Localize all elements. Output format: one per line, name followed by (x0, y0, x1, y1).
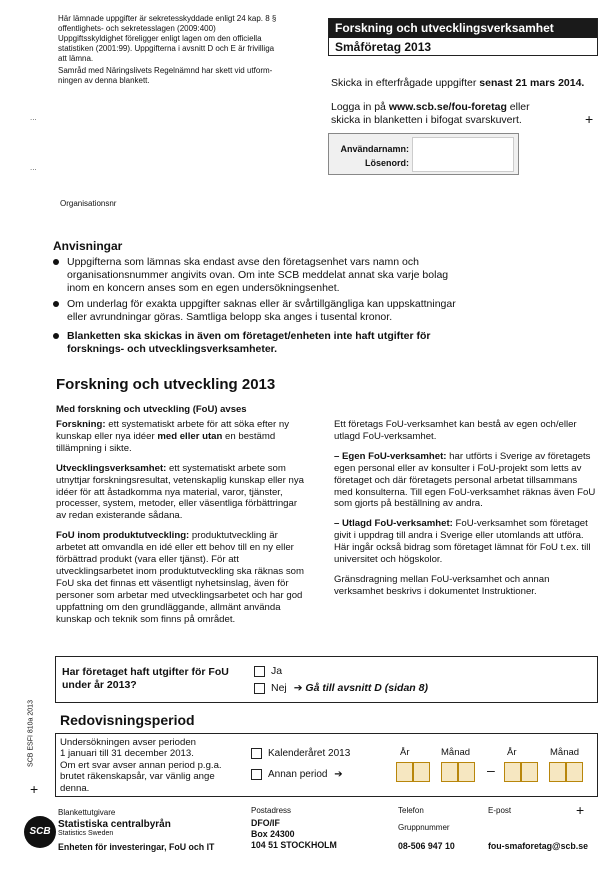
notice-line: att lämna. (58, 54, 94, 63)
address-line: Box 24300 (251, 829, 295, 839)
nej-checkbox[interactable] (254, 683, 265, 694)
desc-line: 1 januari till 31 december 2013. (60, 748, 194, 760)
dots-marker: ... (30, 163, 37, 172)
login-line2: skicka in blanketten i bifogat svarskuvert. (331, 114, 522, 126)
bullet-icon (53, 333, 59, 339)
login-url-link[interactable]: www.scb.se/fou-foretag (388, 101, 507, 113)
question-line: under år 2013? (62, 679, 137, 691)
bullet-line: eller avrundningar göras. Samtliga belopp ska anges i tusental kronor. (67, 311, 393, 323)
def-text: ett systematiskt arbete för att söka efter ny kunskap eller nya idéer (56, 419, 290, 442)
term: – Egen FoU-verksamhet: (334, 450, 447, 462)
phone-label: Telefon (398, 806, 424, 815)
confidentiality-notice (58, 14, 318, 86)
instruction-bullet (53, 298, 483, 324)
desc-line: Om ert svar avser annan period p.g.a. (60, 759, 222, 771)
term: FoU inom produktutveckling: (56, 530, 190, 542)
notice-line: Här lämnade uppgifter är sekretesskyddade enligt 24 kap. 8 § (58, 14, 277, 23)
org-name: Statistiska centralbyrån (58, 819, 171, 830)
group-number-label: Gruppnummer (398, 823, 450, 832)
end-year-input[interactable] (504, 762, 538, 787)
month-label: Månad (550, 747, 580, 758)
end-month-input[interactable] (549, 762, 583, 787)
rd-question-text (62, 666, 229, 692)
plus-mark: + (585, 111, 594, 127)
login-info (331, 101, 594, 127)
address-line: DFO/IF (251, 818, 280, 828)
def-text: har utförts i Sverige av företagets egen personal eller av konsulter i FoU-projekt som letts av företaget och där företagets personal arbetat tillsammans med konsulterna. Till egen FoU-verksamhet räknas även FoU som gjorts på beställning av andra. (334, 450, 596, 510)
question-line: Har företaget haft utgifter för FoU (62, 666, 229, 678)
other-period-checkbox[interactable] (251, 769, 262, 780)
period-heading: Redovisningsperiod (60, 712, 195, 728)
deadline-date: senast 21 mars 2014. (479, 77, 585, 89)
org-number-label: Organisationsnr (60, 199, 117, 208)
term: Utvecklingsverksamhet: (56, 462, 167, 474)
unit-name: Enheten för investeringar, FoU och IT (58, 842, 215, 852)
address-line: 104 51 STOCKHOLM (251, 840, 337, 850)
form-subtitle: Småföretag 2013 (335, 40, 432, 54)
period-description (60, 737, 222, 794)
form-header (328, 18, 598, 56)
form-title: Forskning och utvecklingsverksamhet (329, 19, 597, 38)
calendar-year-checkbox[interactable] (251, 748, 262, 759)
left-column (56, 419, 306, 634)
email-label: E-post (488, 806, 512, 815)
login-prefix: Logga in på (331, 101, 389, 113)
term: – Utlagd FoU-verksamhet: (334, 518, 453, 530)
rd-question-box (55, 656, 598, 703)
section-intro: Med forskning och utveckling (FoU) avses (56, 404, 247, 415)
year-label: År (507, 747, 517, 758)
option-nej[interactable] (254, 682, 428, 694)
def-bold: med eller utan (157, 430, 223, 442)
notice-line: Samråd med Näringslivets Regelnämnd har skett vid utform- (58, 66, 273, 75)
arrow-right-icon: ➔ (293, 682, 303, 694)
ja-checkbox[interactable] (254, 666, 265, 677)
notice-line: ningen av denna blankett. (58, 76, 150, 85)
deadline-prefix: Skicka in efterfrågade uppgifter (331, 77, 480, 89)
goto-instruction: Gå till avsnitt D (sidan 8) (305, 682, 428, 694)
postal-label: Postadress (251, 806, 292, 815)
section-title: Forskning och utveckling 2013 (56, 376, 276, 393)
boundary-text: Gränsdragning mellan FoU-verksamhet och annan verksamhet beskrivs i dokumentet Instruktioner. (334, 573, 550, 597)
publisher-label: Blankettutgivare (58, 808, 116, 817)
month-label: Månad (441, 747, 471, 758)
phone-number: 08-506 947 10 (398, 841, 455, 851)
credentials-field[interactable] (412, 137, 514, 172)
plus-mark: + (30, 781, 39, 797)
bullet-icon (53, 259, 59, 265)
period-dash: – (487, 762, 495, 778)
start-year-input[interactable] (396, 762, 430, 787)
deadline-text (331, 77, 601, 90)
plus-mark: + (576, 802, 585, 818)
desc-line: brutet räkenskapsår, var vänlig ange (60, 771, 215, 783)
option-calendar-year[interactable] (251, 748, 350, 759)
form-code: SCB ESFI 810a 2013 (27, 700, 35, 767)
bullet-line: Uppgifterna som lämnas ska endast avse den företagsenhet vars namn och (67, 256, 419, 268)
def-text: FoU-verksamhet som företaget givit i uppdrag till andra i Sverige eller utomlands att utföra. Här ingår också bidrag som företaget lämnat för FoU t.ex. till universitet och högskolor. (334, 518, 591, 566)
dots-marker: ... (30, 113, 37, 122)
login-box (328, 133, 519, 175)
username-label: Användarnamn: (340, 144, 409, 154)
option-ja[interactable] (254, 665, 282, 677)
bullet-line: inom en koncern anses som en egen undersökningsenhet. (67, 282, 340, 294)
def-text: produktutveckling är arbetet att omvandla en idé eller ett behov till en ny eller förbättrad produkt (vara eller tjänst). För att utvecklingsarbetet inom produktutveckling ska räknas som FoU ska det finnas ett väsentligt nyhetsinslag, även för personer som arbetar med utvecklingsarbetet och har god uppfattning om den grundläggande, allmänt använda kunskap och teknik som finns på området. (56, 530, 304, 625)
email-link[interactable]: fou-smaforetag@scb.se (488, 841, 588, 851)
ja-label: Ja (271, 665, 283, 677)
definition-outsourced-rd (334, 518, 596, 566)
def-text: en bestämd tillämpning i sikte. (56, 430, 276, 454)
bullet-line: forsknings- och utvecklingsverksamheter. (67, 343, 278, 355)
bullet-line: Om underlag för exakta uppgifter saknas eller är svårtillgängliga kan uppskattningar (67, 298, 456, 310)
bullet-icon (53, 301, 59, 307)
notice-line: offentlighets- och sekretesslagen (2009:400) (58, 24, 216, 33)
desc-line: Undersökningen avser perioden (60, 737, 196, 748)
login-suffix: eller (506, 101, 530, 113)
definition-development (56, 463, 306, 523)
definition-product-dev (56, 530, 306, 625)
option-other-period[interactable] (251, 769, 343, 780)
arrow-right-icon: ➔ (334, 769, 343, 781)
nej-label: Nej (271, 682, 287, 694)
right-column (334, 419, 596, 606)
org-name-en: Statistics Sweden (58, 830, 114, 837)
notice-line: statistiken (2001:99). Uppgifterna i avsnitt D och E är frivilliga (58, 44, 275, 53)
start-month-input[interactable] (441, 762, 475, 787)
definition-own-rd (334, 451, 596, 511)
postal-address (251, 818, 337, 851)
def-text: ett systematiskt arbete som utnyttjar forskningsresultat, vetenskaplig kunskap eller nya idéer för att åstadkomma nya material, varor, tjänster, processer, system, metoder, eller väsentliga förbättringar av redan existerande sådana. (56, 462, 304, 522)
definition-research (56, 419, 306, 455)
instruction-bullet (53, 330, 483, 356)
scb-logo: SCB (24, 816, 56, 848)
calendar-year-label: Kalenderåret 2013 (268, 748, 351, 760)
password-label: Lösenord: (365, 158, 409, 168)
term: Forskning: (56, 419, 106, 430)
instructions-heading: Anvisningar (53, 239, 123, 253)
instruction-bullet (53, 256, 483, 295)
notice-line: Uppgiftsskyldighet föreligger enligt lagen om den officiella (58, 34, 262, 43)
other-period-label: Annan period (268, 769, 328, 781)
desc-line: denna. (60, 782, 90, 794)
bullet-line: organisationsnummer angivits ovan. Om inte SCB meddelat annat ska varje bolag (67, 269, 449, 281)
bullet-line: Blanketten ska skickas in även om företaget/enheten inte haft utgifter för (67, 330, 431, 342)
rd-composition-text: Ett företags FoU-verksamhet kan bestå av egen och/eller utlagd FoU-verksamhet. (334, 419, 577, 442)
year-label: År (400, 747, 410, 758)
